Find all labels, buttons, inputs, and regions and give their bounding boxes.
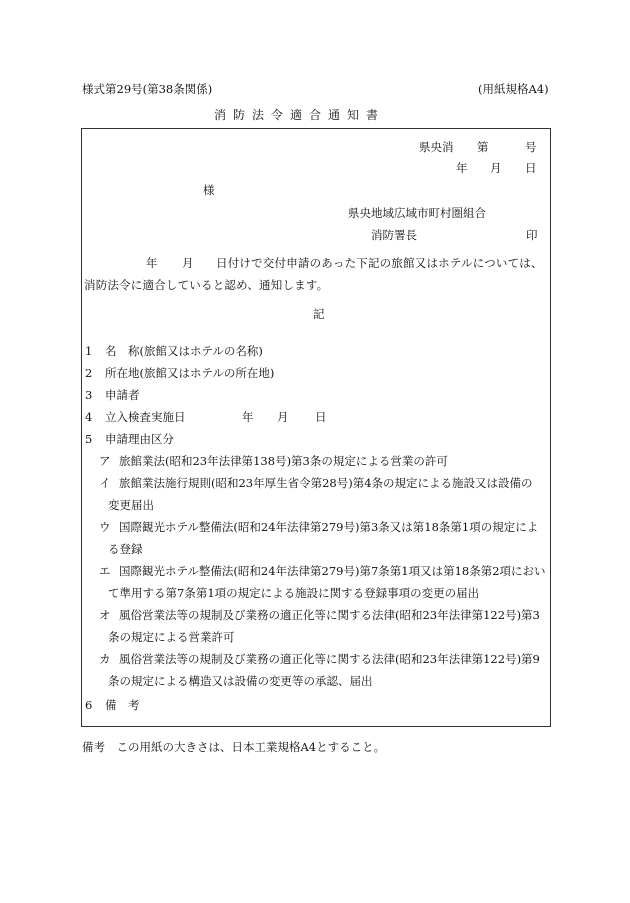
reason-i-mark: イ (99, 476, 111, 490)
item-5-label: 申請理由区分 (105, 432, 174, 446)
item-4-year: 年 (242, 410, 254, 424)
reference-go: 号 (525, 140, 537, 154)
body-line-2: 消防法令に適合していると認め、通知します。 (84, 278, 329, 292)
reason-e-line-2: て準用する第7条第1項の規定による施設に関する登録事項の変更の届出 (108, 586, 480, 600)
reason-e-line-1: 国際観光ホテル整備法(昭和24年法律第279号)第7条第1項又は第18条第2項におい (119, 564, 546, 578)
reason-o-line-1: 風俗営業法等の規制及び業務の適正化等に関する法律(昭和23年法律第122号)第3 (119, 608, 540, 622)
item-4-number: 4 (85, 410, 93, 424)
item-4-day: 日 (315, 410, 327, 424)
issue-date-month: 月 (490, 161, 502, 175)
reason-ka-line-1: 風俗営業法等の規制及び業務の適正化等に関する法律(昭和23年法律第122号)第9 (119, 652, 540, 666)
issuer-title: 消防署長 (371, 228, 417, 242)
addressee-suffix: 様 (203, 183, 215, 197)
notice-form-frame (81, 128, 551, 727)
reason-u-line-1: 国際観光ホテル整備法(昭和24年法律第279号)第3条又は第18条第1項の規定によ (119, 520, 539, 534)
reason-a-line-1: 旅館業法(昭和23年法律第138号)第3条の規定による営業の許可 (119, 454, 448, 468)
reason-i-line-2: 変更届出 (108, 498, 154, 512)
document-title: 消防法令適合通知書 (214, 108, 386, 122)
body-line-1: 日付けで交付申請のあった下記の旅館又はホテルについては、 (216, 256, 543, 270)
body-year: 年 (146, 256, 158, 270)
item-1-number: 1 (85, 344, 93, 358)
item-1-label: 名 称(旅館又はホテルの名称) (105, 344, 263, 358)
reason-o-mark: オ (99, 608, 111, 622)
form-number-label: 様式第29号(第38条関係) (82, 82, 213, 96)
footnote: 備考 この用紙の大きさは、日本工業規格A4とすること。 (82, 740, 386, 754)
reason-ka-line-2: 条の規定による構造又は設備の変更等の承認、届出 (108, 674, 373, 688)
item-6-label: 備 考 (105, 698, 140, 712)
reference-dai: 第 (477, 140, 489, 154)
item-4-label: 立入検査実施日 (105, 410, 186, 424)
item-3-number: 3 (85, 388, 93, 402)
issue-date-year: 年 (456, 161, 468, 175)
reason-i-line-1: 旅館業法施行規則(昭和23年厚生省令第28号)第4条の規定による施設又は設備の (119, 476, 533, 490)
ki-heading: 記 (313, 307, 325, 321)
issue-date-day: 日 (525, 161, 537, 175)
reason-o-line-2: 条の規定による営業許可 (108, 630, 235, 644)
reason-e-mark: エ (99, 564, 111, 578)
item-3-label: 申請者 (105, 388, 140, 402)
reason-u-line-2: る登録 (108, 542, 143, 556)
item-4-month: 月 (277, 410, 289, 424)
item-5-number: 5 (85, 432, 93, 446)
reference-prefix: 県央消 (419, 140, 454, 154)
item-6-number: 6 (85, 698, 93, 712)
item-2-number: 2 (85, 366, 93, 380)
paper-size-label: (用紙規格A4) (478, 82, 549, 96)
item-2-label: 所在地(旅館又はホテルの所在地) (105, 366, 275, 380)
reason-u-mark: ウ (99, 520, 111, 534)
reason-ka-mark: カ (99, 652, 111, 666)
issuer-organization: 県央地域広域市町村圏組合 (348, 206, 486, 220)
reason-a-mark: ア (99, 454, 111, 468)
seal-mark: 印 (526, 228, 538, 242)
body-month: 月 (182, 256, 194, 270)
